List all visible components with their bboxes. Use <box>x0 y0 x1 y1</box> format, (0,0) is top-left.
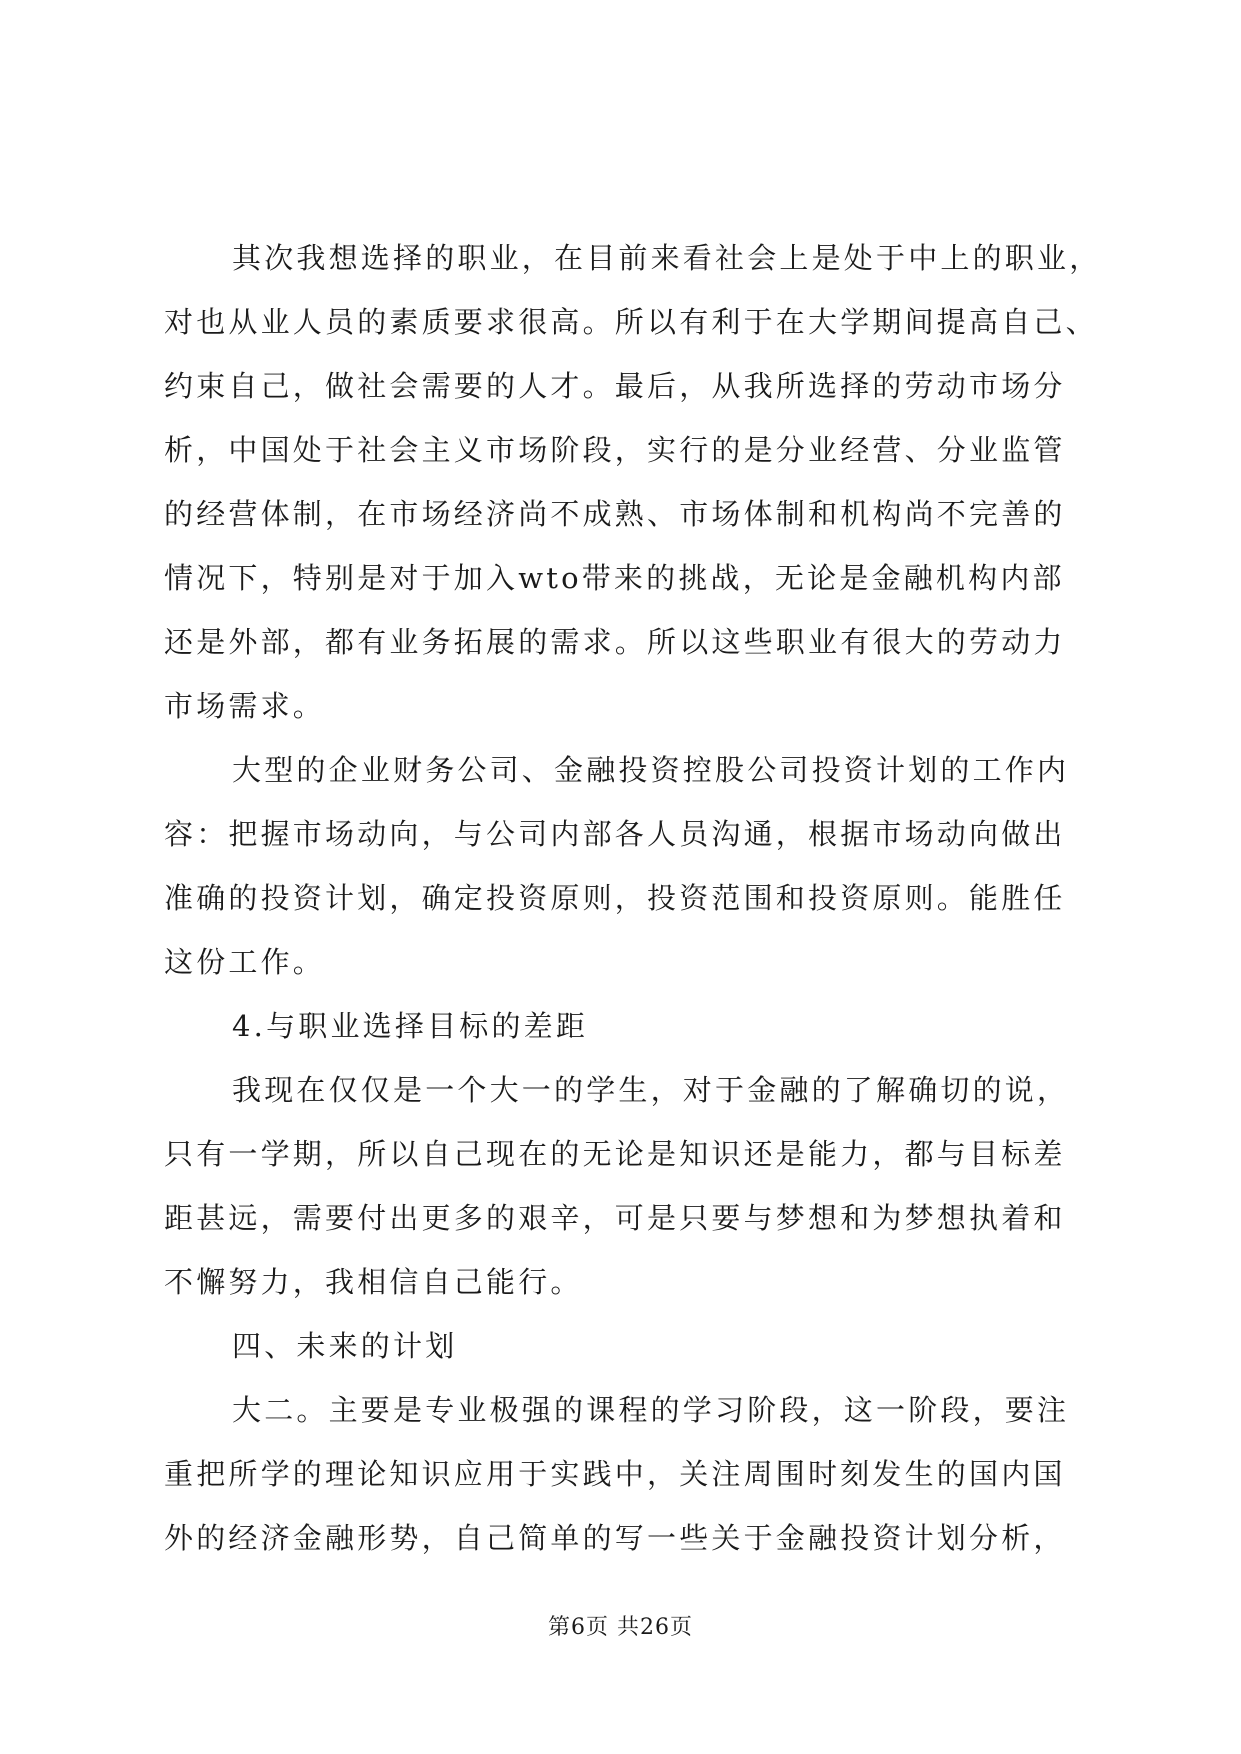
paragraph-line: 这份工作。 <box>164 945 326 979</box>
section-heading: 四、未来的计划 <box>232 1329 458 1363</box>
paragraph-line: 准确的投资计划，确定投资原则，投资范围和投资原则。能胜任 <box>164 881 1066 915</box>
paragraph-line: 重把所学的理论知识应用于实践中，关注周围时刻发生的国内国 <box>164 1457 1066 1491</box>
paragraph-line: 析，中国处于社会主义市场阶段，实行的是分业经营、分业监管 <box>164 433 1066 467</box>
page-number: 第6页 共26页 <box>548 1615 693 1640</box>
document-body <box>164 226 1124 1570</box>
paragraph-line: 对也从业人员的素质要求很高。所以有利于在大学期间提高自己、 <box>164 305 1098 339</box>
paragraph-line: 大型的企业财务公司、金融投资控股公司投资计划的工作内 <box>232 753 1070 787</box>
paragraph-line: 情况下，特别是对于加入wto带来的挑战，无论是金融机构内部 <box>164 561 1065 595</box>
paragraph-line: 还是外部，都有业务拓展的需求。所以这些职业有很大的劳动力 <box>164 625 1066 659</box>
paragraph-line: 大二。主要是专业极强的课程的学习阶段，这一阶段，要注 <box>232 1393 1070 1427</box>
paragraph-line: 的经营体制，在市场经济尚不成熟、市场体制和机构尚不完善的 <box>164 497 1066 531</box>
section-heading: 4.与职业选择目标的差距 <box>232 1009 589 1043</box>
paragraph-line: 其次我想选择的职业，在目前来看社会上是处于中上的职业， <box>232 241 1102 275</box>
paragraph-line: 容：把握市场动向，与公司内部各人员沟通，根据市场动向做出 <box>164 817 1066 851</box>
paragraph-line: 外的经济金融形势，自己简单的写一些关于金融投资计划分析， <box>164 1521 1066 1555</box>
paragraph-line: 距甚远，需要付出更多的艰辛，可是只要与梦想和为梦想执着和 <box>164 1201 1066 1235</box>
paragraph-line: 只有一学期，所以自己现在的无论是知识还是能力，都与目标差 <box>164 1137 1066 1171</box>
paragraph-line: 不懈努力，我相信自己能行。 <box>164 1265 583 1299</box>
paragraph-line: 我现在仅仅是一个大一的学生，对于金融的了解确切的说， <box>232 1073 1070 1107</box>
paragraph-line: 约束自己，做社会需要的人才。最后，从我所选择的劳动市场分 <box>164 369 1066 403</box>
paragraph-line: 市场需求。 <box>164 689 326 723</box>
